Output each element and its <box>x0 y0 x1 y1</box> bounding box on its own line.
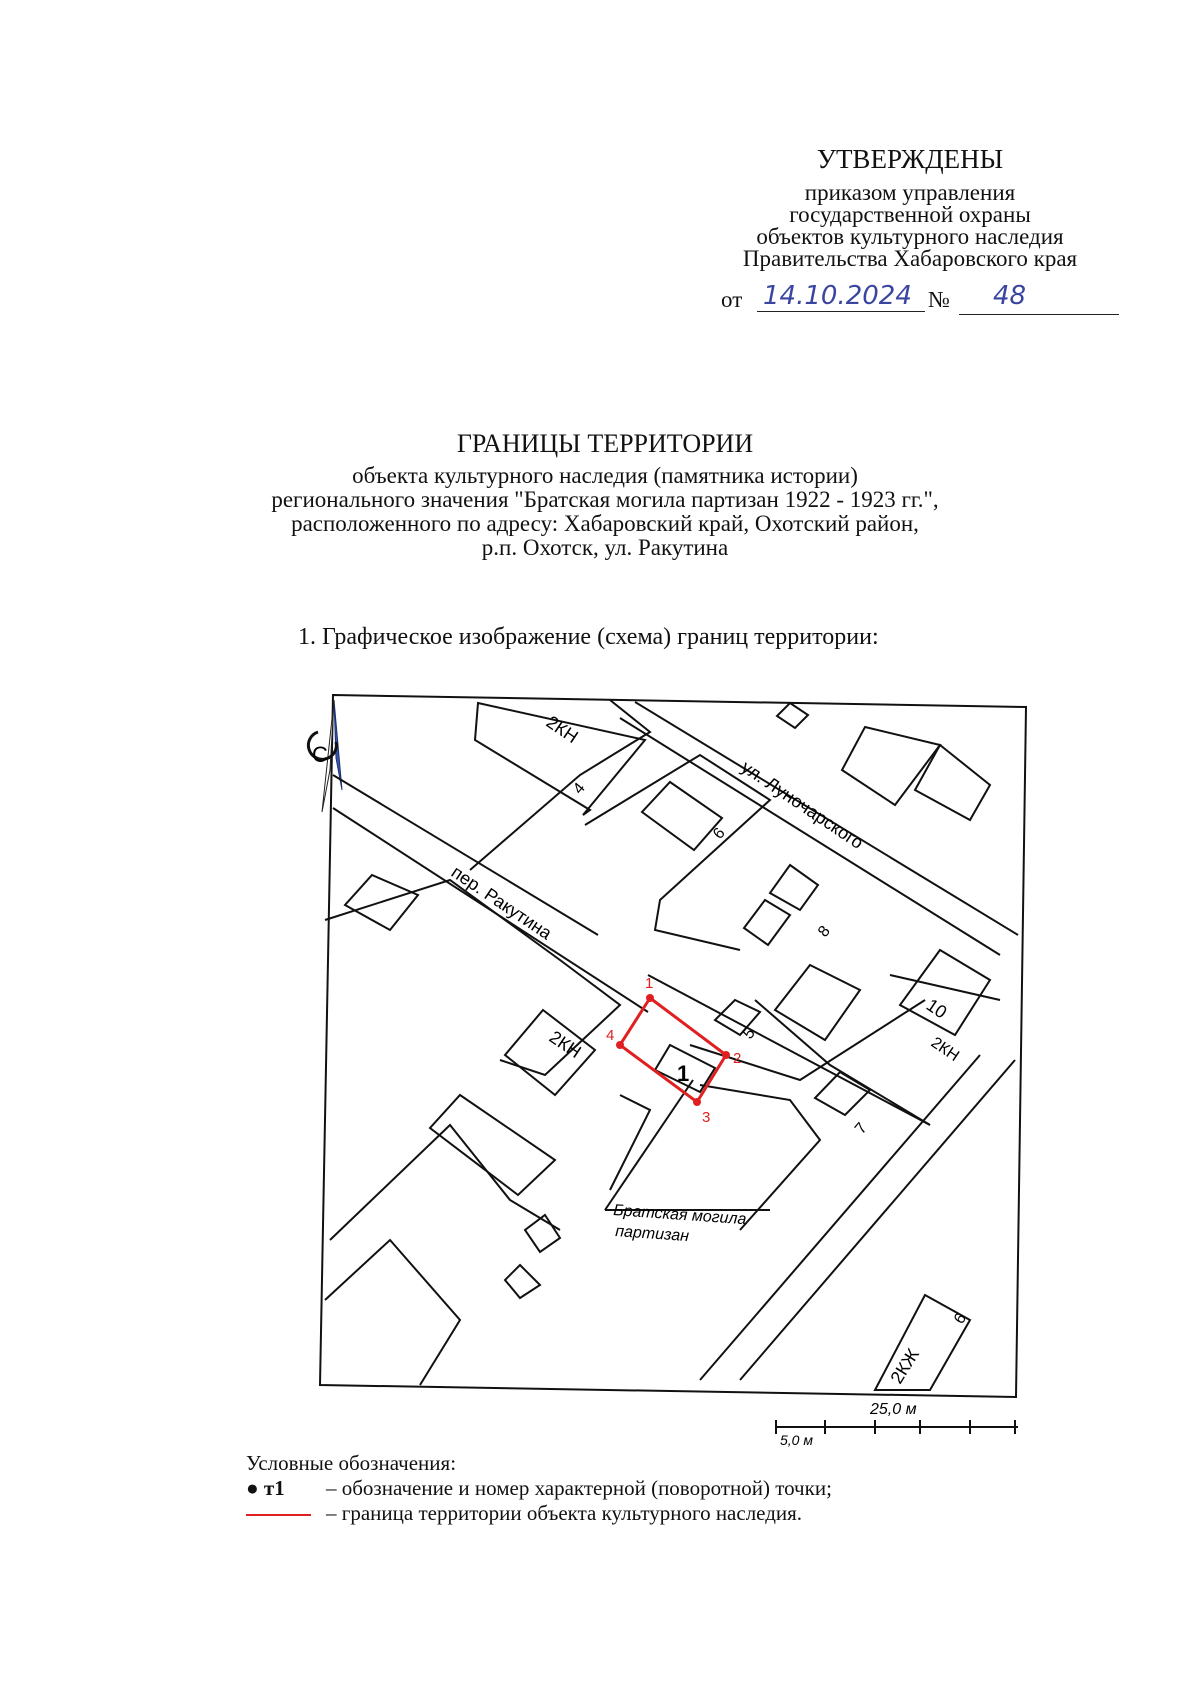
building-label: 7 <box>852 1119 871 1138</box>
street-edge <box>333 775 598 935</box>
title-line: регионального значения "Братская могила партизан 1922 - 1923 гг.", <box>271 487 939 512</box>
building-label: 2КН <box>542 711 582 748</box>
legend <box>246 1451 832 1527</box>
approval-line: приказом управления <box>804 180 1016 205</box>
parcel-line <box>330 1125 560 1240</box>
date-prefix: от <box>721 287 743 312</box>
building-label: 2КН <box>545 1026 585 1063</box>
building-label: 8 <box>815 922 834 941</box>
street-label: пер. Ракутина <box>447 861 556 944</box>
handwritten-number: 48 <box>993 281 1027 311</box>
approval-line: Правительства Хабаровского края <box>742 246 1078 271</box>
legend-boundary-text: – граница территории объекта культурного наследия. <box>326 1501 803 1525</box>
parcel-line <box>610 1095 650 1190</box>
turning-point-1 <box>646 994 654 1002</box>
building <box>744 900 790 945</box>
building <box>842 727 940 805</box>
point-label: 3 <box>702 1109 711 1126</box>
building <box>430 1095 555 1195</box>
street-label: ул. Луночарского <box>737 756 867 853</box>
parcel-line <box>755 1000 930 1125</box>
boundary-points <box>616 994 730 1106</box>
object-number: 1 <box>677 1061 690 1086</box>
legend-point-text: – обозначение и номер характерной (поворотной) точки; <box>326 1476 832 1500</box>
number-sign: № <box>928 287 950 312</box>
handwritten-date: 14.10.2024 <box>763 281 912 311</box>
approval-line: государственной охраны <box>789 202 1031 227</box>
building-label: 5 <box>740 1024 759 1043</box>
building <box>715 1000 760 1035</box>
scale-label: 5,0 м <box>780 1432 813 1448</box>
building <box>915 745 990 820</box>
approval-line: объектов культурного наследия <box>756 224 1064 249</box>
turning-point-4 <box>616 1041 624 1049</box>
point-label: 1 <box>645 975 654 992</box>
point-label: 2 <box>733 1050 742 1067</box>
object-label: партизан <box>614 1223 690 1246</box>
title-line: объекта культурного наследия (памятника истории) <box>352 463 858 488</box>
legend-item-boundary <box>246 1501 803 1527</box>
parcel-line <box>690 1000 925 1080</box>
title-heading: ГРАНИЦЫ ТЕРРИТОРИИ <box>456 429 754 458</box>
parcel-line <box>700 1085 820 1230</box>
building-label: 2КЖ <box>886 1345 924 1388</box>
callout-line <box>605 1080 693 1210</box>
building <box>777 703 808 728</box>
building-label: 2КН <box>927 1034 962 1065</box>
object-label: Братская могила <box>612 1202 747 1229</box>
building <box>642 782 722 850</box>
building <box>900 950 990 1035</box>
building <box>770 865 818 910</box>
street-edge <box>740 1060 1015 1380</box>
building <box>505 1265 540 1298</box>
approval-heading: УТВЕРЖДЕНЫ <box>816 144 1004 174</box>
legend-boundary-line <box>246 1514 311 1516</box>
parcel-line <box>325 1240 460 1385</box>
legend-item-point <box>246 1476 832 1502</box>
legend-title: Условные обозначения: <box>246 1451 457 1475</box>
title-line: расположенного по адресу: Хабаровский край, Охотский район, <box>291 511 919 536</box>
building-label: 4 <box>570 779 589 798</box>
building <box>505 1010 595 1095</box>
building-label: 6 <box>950 1310 971 1328</box>
building-label: 10 <box>922 994 951 1023</box>
scale-label: 25,0 м <box>870 1401 917 1418</box>
legend-point-symbol: ● т1 <box>246 1476 285 1500</box>
north-label: С <box>312 742 328 767</box>
section-heading: 1. Графическое изображение (схема) границ территории: <box>298 624 879 650</box>
title-line: р.п. Охотск, ул. Ракутина <box>481 535 729 560</box>
parcel-line <box>585 755 770 950</box>
point-label: 4 <box>606 1027 615 1044</box>
street-edge <box>648 975 930 1125</box>
turning-point-3 <box>693 1098 701 1106</box>
turning-point-2 <box>722 1051 730 1059</box>
building-label: 6 <box>710 824 729 843</box>
